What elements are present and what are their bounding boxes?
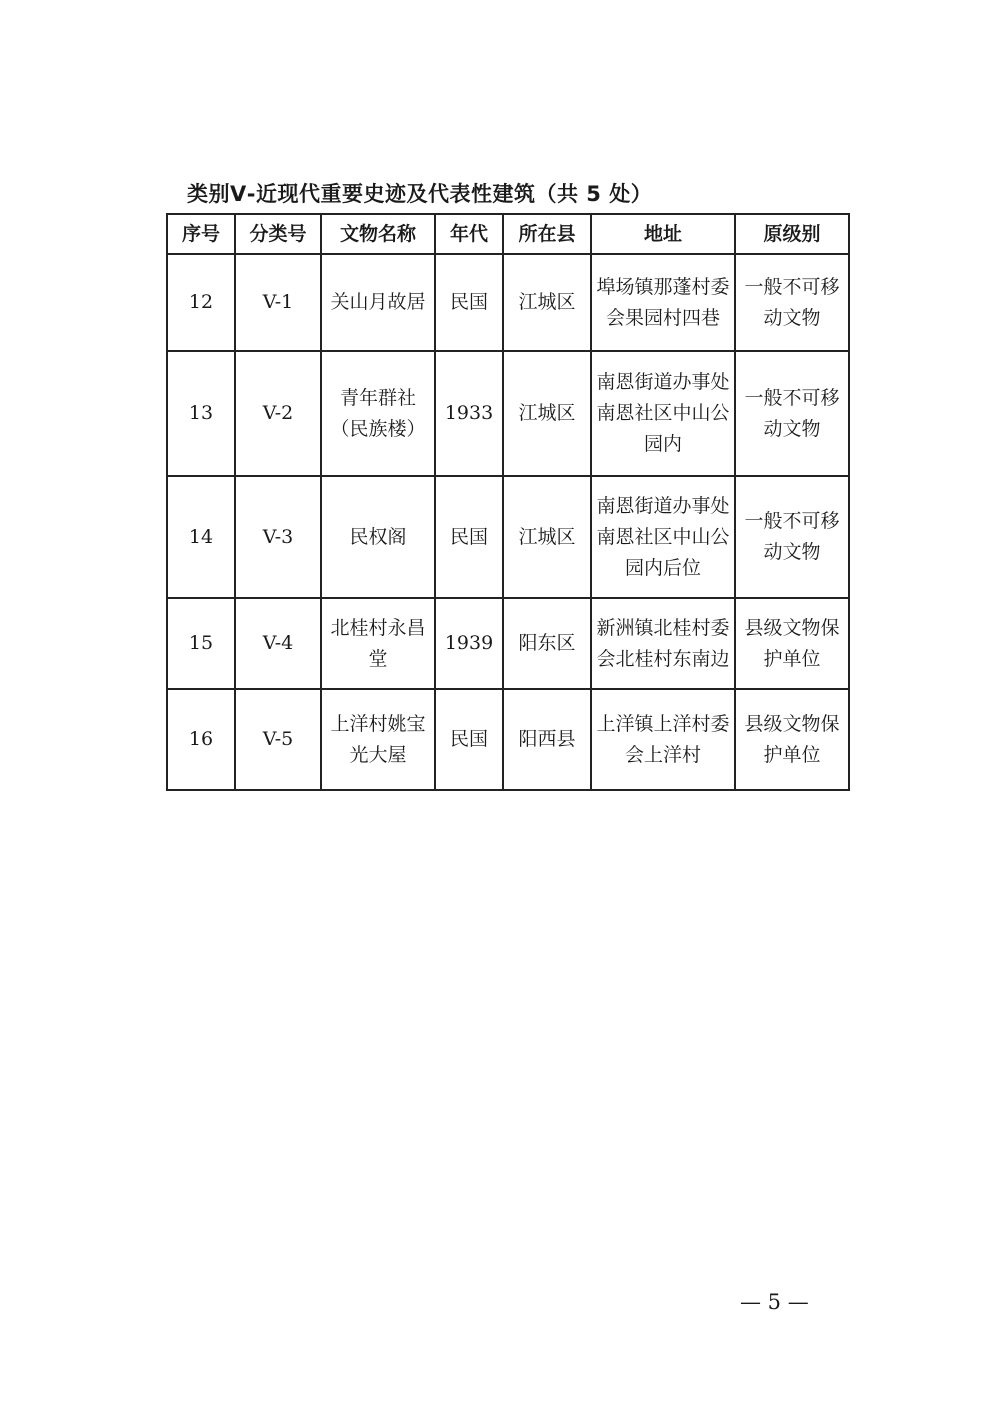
cell-county: 阳东区: [503, 598, 591, 689]
cell-category-code: V-3: [235, 476, 321, 598]
cell-address: 南恩街道办事处南恩社区中山公园内后位: [591, 476, 735, 598]
cell-county: 江城区: [503, 476, 591, 598]
header-address: 地址: [591, 214, 735, 254]
table-row: [167, 689, 849, 790]
cell-level: 一般不可移动文物: [735, 476, 849, 598]
cell-county: 江城区: [503, 351, 591, 476]
cell-relic-name: 民权阁: [321, 476, 435, 598]
cell-index: 13: [167, 351, 235, 476]
cell-index: 16: [167, 689, 235, 790]
page-number: — 5 —: [740, 1290, 809, 1314]
cell-address: 埠场镇那蓬村委会果园村四巷: [591, 254, 735, 351]
cell-level: 一般不可移动文物: [735, 254, 849, 351]
cell-index: 12: [167, 254, 235, 351]
header-level: 原级别: [735, 214, 849, 254]
header-relic-name: 文物名称: [321, 214, 435, 254]
cell-address: 南恩街道办事处南恩社区中山公园内: [591, 351, 735, 476]
table-row: [167, 351, 849, 476]
cell-level: 县级文物保护单位: [735, 689, 849, 790]
cell-category-code: V-2: [235, 351, 321, 476]
cell-category-code: V-4: [235, 598, 321, 689]
cell-era: 民国: [435, 476, 503, 598]
cell-era: 民国: [435, 254, 503, 351]
cell-era: 1933: [435, 351, 503, 476]
cell-index: 15: [167, 598, 235, 689]
table-row: [167, 254, 849, 351]
cell-county: 阳西县: [503, 689, 591, 790]
cell-relic-name: 北桂村永昌堂: [321, 598, 435, 689]
table-header-row: [167, 214, 849, 254]
header-county: 所在县: [503, 214, 591, 254]
cell-relic-name: 青年群社（民族楼）: [321, 351, 435, 476]
cell-county: 江城区: [503, 254, 591, 351]
cell-address: 上洋镇上洋村委会上洋村: [591, 689, 735, 790]
cell-address: 新洲镇北桂村委会北桂村东南边: [591, 598, 735, 689]
header-index: 序号: [167, 214, 235, 254]
relics-table: [166, 213, 850, 791]
table-row: [167, 598, 849, 689]
table-row: [167, 476, 849, 598]
cell-relic-name: 上洋村姚宝光大屋: [321, 689, 435, 790]
cell-era: 民国: [435, 689, 503, 790]
cell-level: 一般不可移动文物: [735, 351, 849, 476]
cell-category-code: V-1: [235, 254, 321, 351]
cell-index: 14: [167, 476, 235, 598]
cell-era: 1939: [435, 598, 503, 689]
table-caption: 类别Ⅴ-近现代重要史迹及代表性建筑（共 5 处）: [187, 182, 653, 206]
header-category-code: 分类号: [235, 214, 321, 254]
cell-level: 县级文物保护单位: [735, 598, 849, 689]
cell-category-code: V-5: [235, 689, 321, 790]
header-era: 年代: [435, 214, 503, 254]
cell-relic-name: 关山月故居: [321, 254, 435, 351]
